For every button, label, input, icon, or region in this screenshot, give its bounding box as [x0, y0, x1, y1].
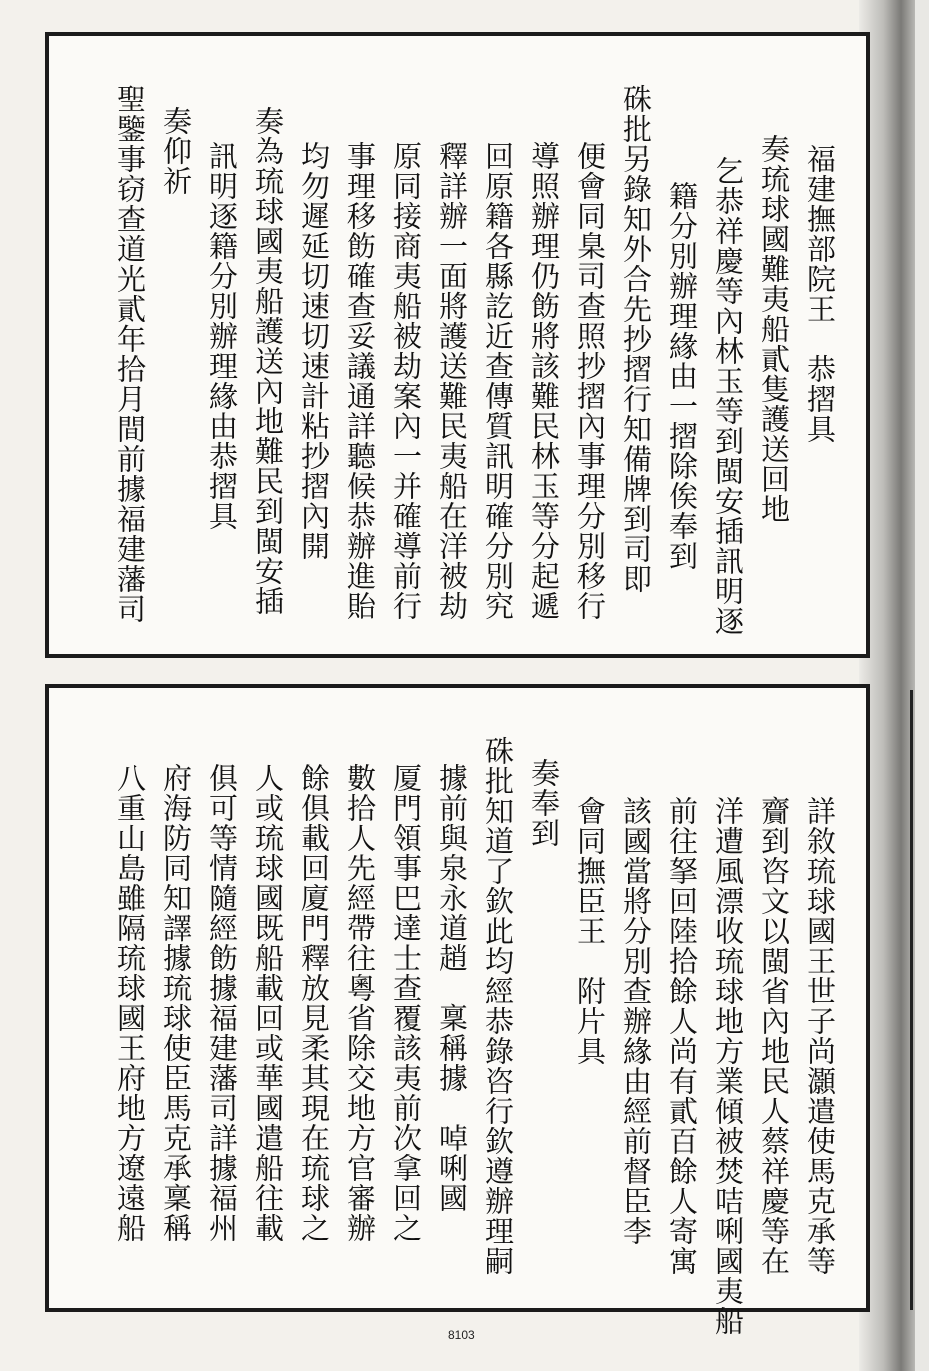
text-column: 該國當將分別查辦緣由經前督臣李: [619, 796, 653, 1246]
text-column: 訊明逐籍分別辦理緣由恭摺具: [205, 141, 239, 531]
text-column: 籍分別辦理緣由一摺除俟奉到: [665, 181, 699, 571]
text-column: 聖鑒事窃查道光貳年拾月間前據福建藩司: [113, 84, 147, 624]
text-column: 會同撫臣王 附片具: [573, 796, 607, 1066]
text-column: 奏仰祈: [159, 106, 193, 196]
text-column: 原同接商夷船被劫案內一并確導前行: [389, 141, 423, 621]
text-column: 奏為琉球國夷船護送內地難民到閩安插: [251, 106, 285, 616]
text-column: 福建撫部院王 恭摺具: [803, 144, 837, 444]
text-column: 奏琉球國難夷船貳隻護送回地: [757, 134, 791, 524]
text-column: 均勿遲延切速切速計粘抄摺內開: [297, 141, 331, 561]
text-column: 前往拏回陸拾餘人尚有貳百餘人寄寓: [665, 796, 699, 1276]
text-column: 詳敘琉球國王世子尚灝遣使馬克承等: [803, 796, 837, 1276]
text-column: 便會同臬司查照抄摺內事理分別移行: [573, 141, 607, 621]
text-column: 奏奉到: [527, 758, 561, 848]
text-column: 餘俱載回廈門釋放見柔其現在琉球之: [297, 763, 331, 1243]
top-document-panel: [45, 32, 870, 658]
text-column: 硃批另錄知外合先抄摺行知備牌到司即: [619, 84, 653, 594]
text-column: 硃批知道了欽此均經恭錄咨行欽遵辦理嗣: [481, 736, 515, 1276]
text-column: 事理移飭確查妥議通詳聽候恭辦進貽: [343, 141, 377, 621]
text-column: 俱可等情隨經飭據福建藩司詳據福州: [205, 763, 239, 1243]
text-column: 八重山島雖隔琉球國王府地方遼遠船: [113, 763, 147, 1243]
next-page-border: [910, 690, 913, 1310]
text-column: 釋詳辦一面將護送難民夷船在洋被劫: [435, 141, 469, 621]
text-column: 乞恭祥慶等內林玉等到閩安插訊明逐: [711, 156, 745, 636]
text-column: 回原籍各縣訖近查傳質訊明確分別究: [481, 141, 515, 621]
page-number: 8103: [448, 1328, 475, 1342]
text-column: 導照辦理仍飭將該難民林玉等分起遞: [527, 141, 561, 621]
text-column: 洋遭風漂收琉球地方業傾被焚咭唎國夷船: [711, 796, 745, 1336]
text-column: 數拾人先經帶往粵省除交地方官審辦: [343, 763, 377, 1243]
text-column: 府海防同知譯據琉球使臣馬克承稟稱: [159, 763, 193, 1243]
text-column: 齎到咨文以閩省內地民人蔡祥慶等在: [757, 796, 791, 1276]
text-column: 人或琉球國既船載回或華國遣船往載: [251, 763, 285, 1243]
next-page-edge: [915, 0, 929, 1371]
text-column: 據前與泉永道趙 稟稱據 啅唎國: [435, 763, 469, 1213]
text-column: 厦門領事巴達士查覆該夷前次拿回之: [389, 763, 423, 1243]
